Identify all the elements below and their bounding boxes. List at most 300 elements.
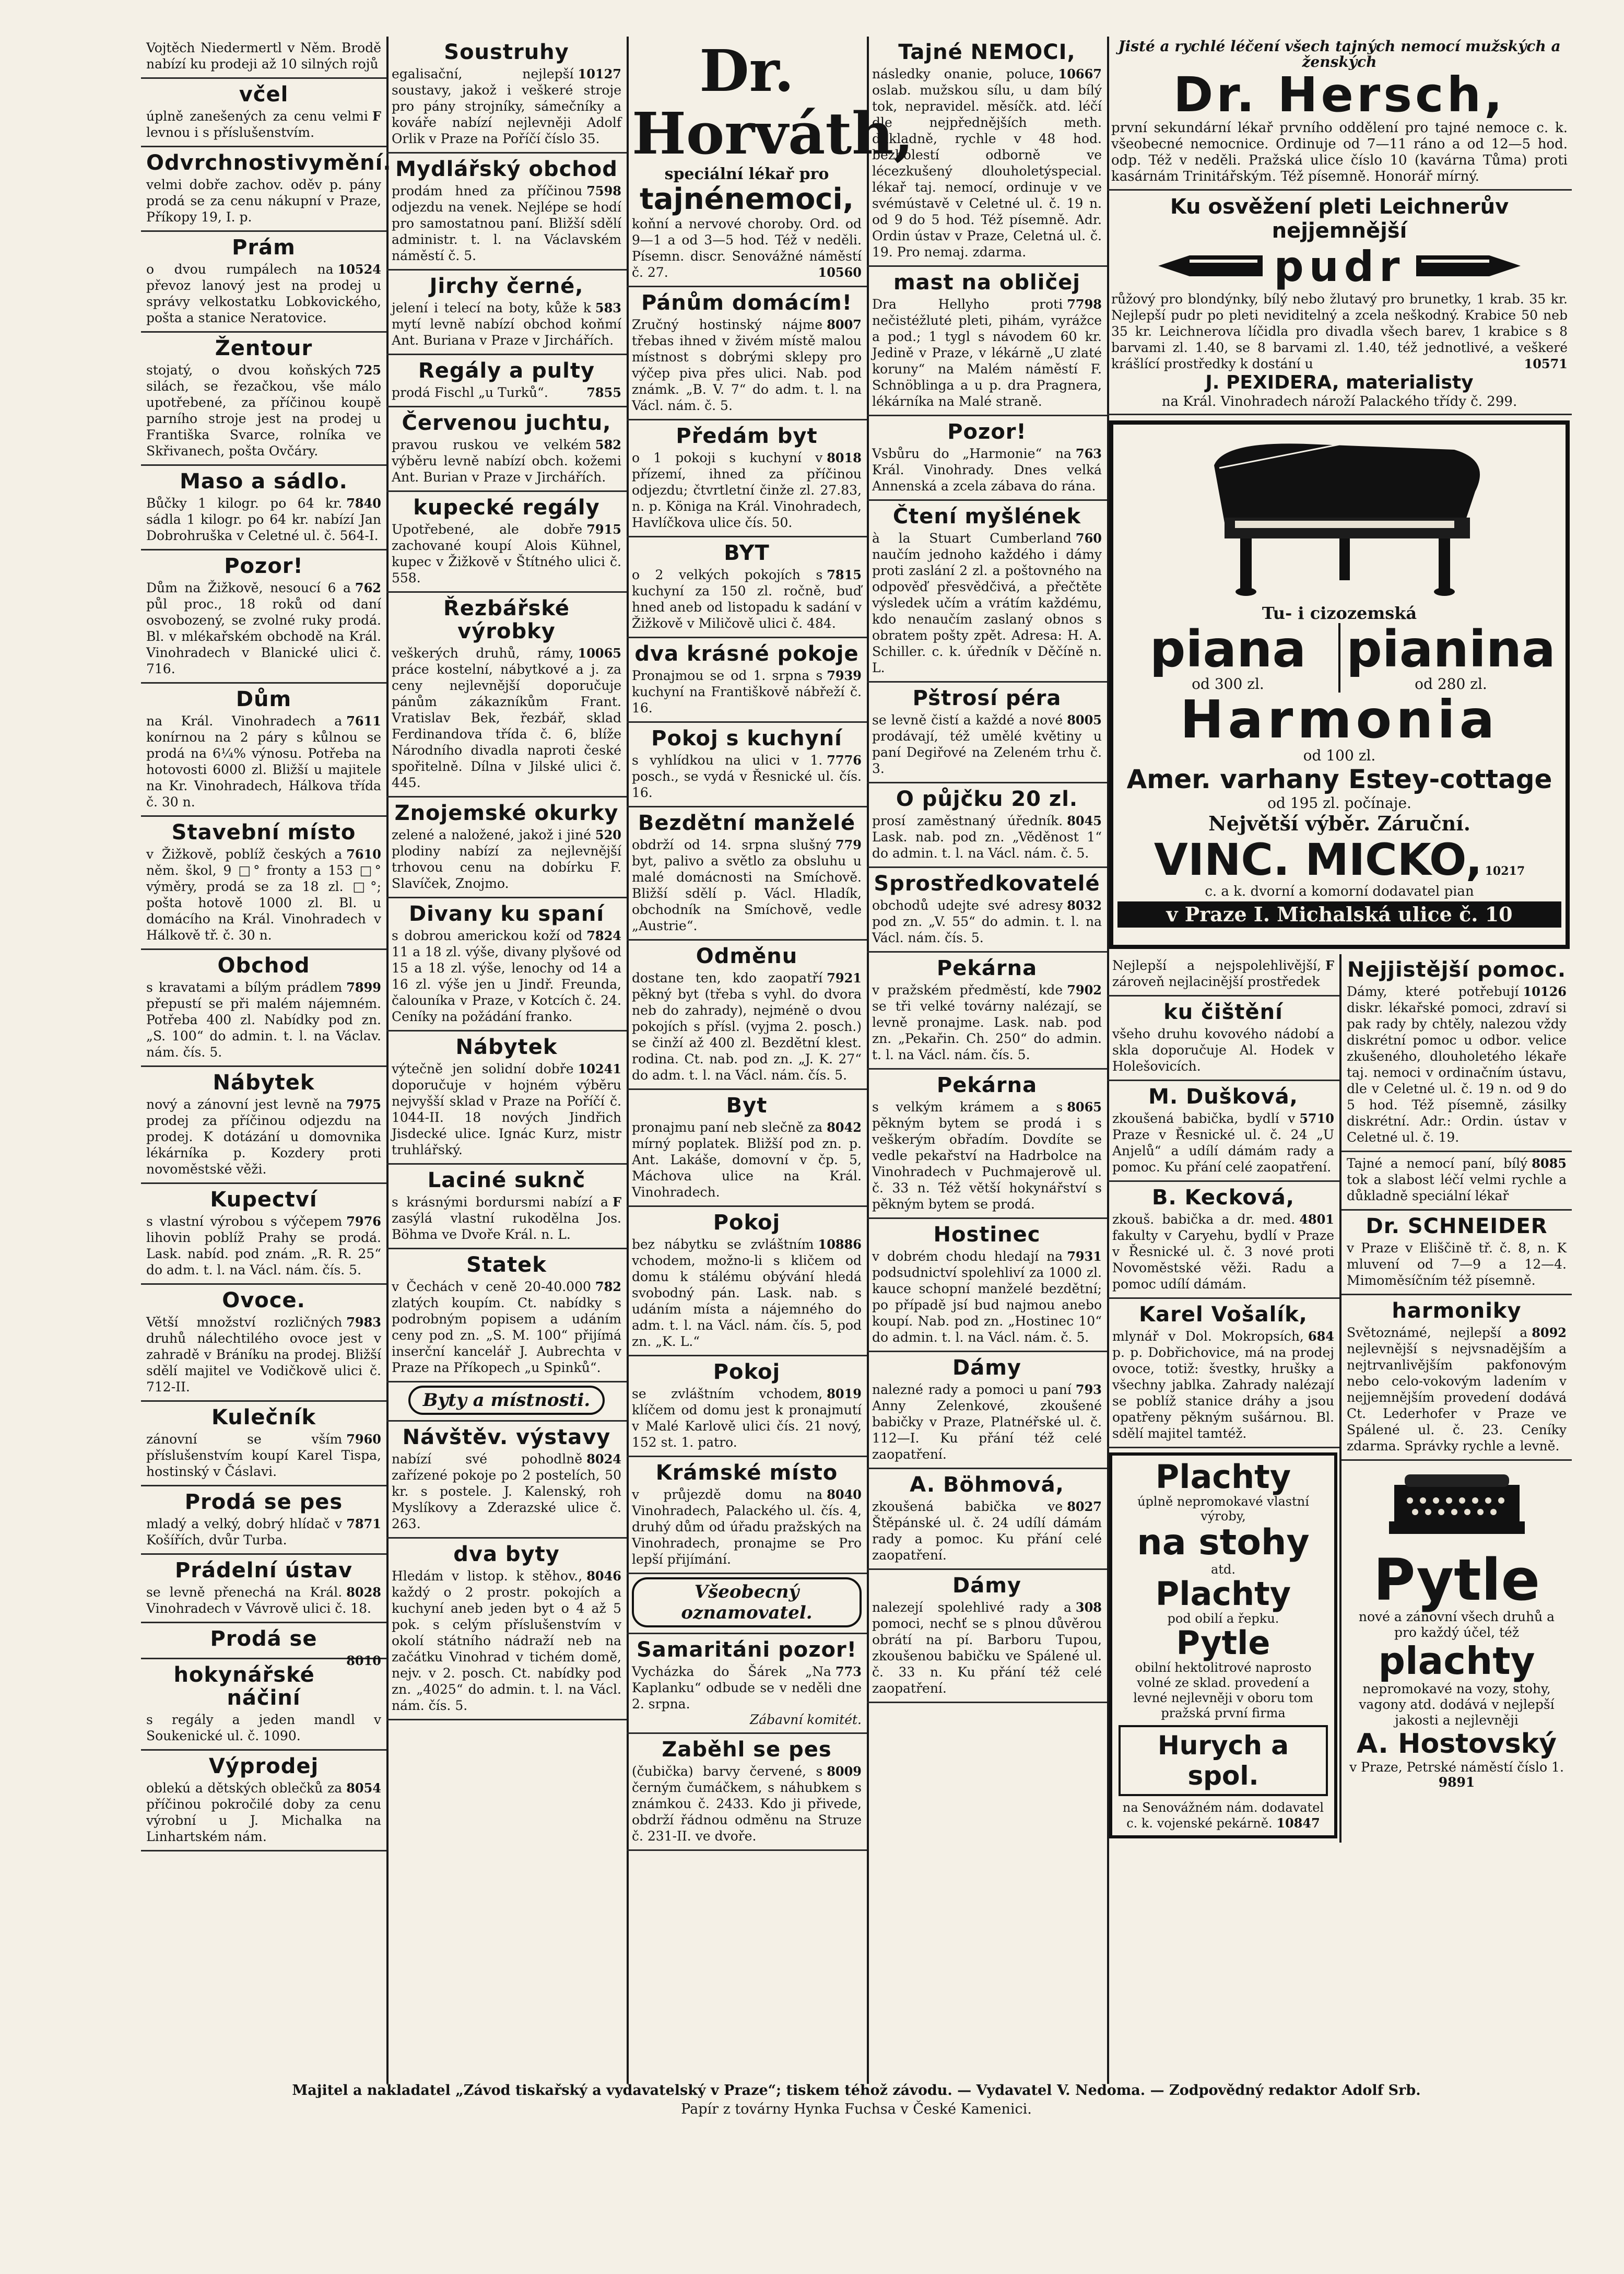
- ad-text: v dobrém chodu hledají na podsudnictví spolehliví za 1000 zl. kauce schopní manželé bezdětní; po případě jsí bud najmou anebo koupí. Nab. pod zn. „Hostinec 10“ do admin. t. l. na Václ. nám. č. 5.: [872, 1249, 1102, 1345]
- ad-text: oblekú a dětských oblečků za příčinou pokročilé doby za cenu výrobní u J. Michalka na Linhartském nám.: [146, 1780, 381, 1844]
- classified-ad: [867, 1469, 1107, 1570]
- ad-subtitle: speciální lékař pro: [664, 165, 829, 183]
- plachty-sub-2: atd.: [1211, 1562, 1235, 1577]
- classified-ad: [867, 1070, 1107, 1219]
- ad-title: Zaběhl se pes: [662, 1738, 832, 1762]
- classified-ad: [141, 1402, 386, 1486]
- ad-title: Byt: [726, 1094, 768, 1118]
- classified-ad: [386, 407, 627, 492]
- imprint-line-1: Majitel a nakladatel „Závod tiskařský a vydavatelský v Praze“; tiskem téhož závodu. — Vydavatel V. Nedoma. — Zodpovědný redaktor Adolf Srb.: [292, 2082, 1421, 2099]
- ad-number: 8032: [1067, 898, 1102, 913]
- ad-text: v Žižkově, poblíž českých a něm. škol, 9 □° fronty a 153 □° výměry, prodá se za 18 zl. □°; pošta hotově 1000 zl. Bl. u domácího na Král. Vinohradech v Hálkově tř. č. 30 n.: [146, 847, 381, 943]
- pytle-sub: nové a zánovní všech druhů a pro každý účel, též: [1358, 1609, 1555, 1640]
- ad-text: v průjezdě domu na Vinohradech, Palackého ul. čís. 4, druhý dům od úřadu pražských na Vinohradech, pronajme se Pro lepší přijímání.: [632, 1487, 862, 1567]
- ad-number: 8027: [1067, 1499, 1102, 1514]
- ad-text: Bůčky 1 kilogr. po 64 kr. sádla 1 kilogr. po 64 kr. nabízí Jan Dobrohruška v Celetné ul. č. 564-I.: [146, 496, 381, 543]
- ad-title: hokynářské náčiní: [173, 1663, 315, 1710]
- plachty-title-2: na stohy: [1137, 1522, 1310, 1563]
- classified-ad: [386, 37, 627, 154]
- ad-title: Žentour: [215, 336, 313, 360]
- ad-text: o 2 velkých pokojích s kuchyní za 150 zl. ročně, buď hned aneb od listopadu k sadání v Žižkově v Miličově ulici č. 484.: [632, 567, 862, 631]
- classified-ad: [141, 79, 386, 147]
- ad-text: zkouš. babička a dr. med. fakulty v Caryehu, bydlí v Praze v Řesnické ul. č. 3 nové proti Novoměstské věži. Radu a pomoc udílí dámám.: [1112, 1212, 1334, 1292]
- ad-title: Řezbářské výrobky: [443, 596, 570, 643]
- ad-pytle-hostovsky: [1341, 1548, 1572, 1795]
- classified-ad: [141, 1623, 386, 1668]
- ad-text: s regály a jeden mandl v Soukenické ul. č. 1090.: [146, 1712, 381, 1743]
- ad-text: à la Stuart Cumberland naučím jednoho každého i dámy proti zaslání 2 zl. a poštovného na odpověď přesvědčivá, a přečtěte výsledek učím a vrátím každému, kdo nenaučím zaslaný obnos s obratem pošty zpět. Adresa: H. A. Schiller. c. k. úředník v Děčíně n. L.: [872, 531, 1102, 675]
- ad-title: Ovoce.: [222, 1288, 305, 1312]
- ad-title: Pštrosí péra: [912, 686, 1062, 710]
- ad-text: úplně zanešených za cenu velmi levnou i s příslušenstvím.: [146, 109, 368, 140]
- ad-number: 10065: [578, 646, 621, 661]
- classified-ad: [1341, 954, 1572, 1152]
- micko-addr: v Praze I. Michalská ulice č. 10: [1117, 901, 1561, 928]
- ad-number: 8042: [827, 1120, 862, 1135]
- classified-ad: [867, 37, 1107, 267]
- ad-text: jelení i telecí na boty, kůže k mytí levně nabízí obchod koňmí Ant. Buriana v Praze v Jirchářích.: [392, 300, 621, 348]
- ad-number: 7840: [346, 496, 381, 511]
- ad-title: Čtení myšlének: [892, 505, 1081, 529]
- classified-ad: [386, 355, 627, 407]
- classified-ad: [141, 684, 386, 817]
- ad-title: Prodá se: [210, 1627, 317, 1651]
- ad-number: 779: [835, 837, 862, 852]
- classified-ad: [386, 492, 627, 593]
- classified-ad: [1107, 1081, 1339, 1182]
- plachty-addr: na Senovážném nám. dodavatel c. k. vojenské pekárně.: [1122, 1800, 1324, 1831]
- column-4: [867, 37, 1109, 2084]
- ad-subtitle-large: tajnénemoci,: [640, 182, 854, 216]
- ad-number: F: [372, 109, 381, 124]
- ad-text: velmi dobře zachov. oděv p. pány prodá se za cenu nákupní v Praze, Příkopy 19, I. p.: [146, 177, 381, 225]
- classified-ad: [867, 1570, 1107, 1703]
- ad-title: ku čištění: [1163, 1000, 1283, 1024]
- ad-title: Pánům domácím!: [641, 291, 852, 315]
- ad-number: 782: [595, 1279, 621, 1294]
- ad-title: Dr. Horváth,: [632, 37, 914, 167]
- classified-ad: [141, 232, 386, 333]
- hersch-name: Dr. Hersch,: [1173, 67, 1506, 123]
- ad-text: egalisační, nejlepší soustavy, jakož i veškeré stroje pro pány strojníky, sámečníky a kováře nabízí nejlevněji Adolf Orlik v Praze na Poříčí číslo 35.: [392, 66, 621, 146]
- ad-text: Upotřebené, ale dobře zachované koupí Alois Kühnel, kupec v Žižkově v Štítného ulici č. 558.: [392, 522, 621, 585]
- plachty-sub-5: nepromokavé na vozy, stohy, vagony atd. dodává v nejlepší jakosti a nejlevněji: [1359, 1681, 1555, 1728]
- classified-ad: [1107, 954, 1339, 997]
- ad-title: Mydlářský obchod: [395, 157, 618, 181]
- ad-text: nalezejí spolehlivé rady a pomoci, nechť se s plnou důvěrou obrátí na pí. Barboru Tupou, zkoušenou babičku ve Spálené ul. č. 33 n. Ku přání též celé zaopatření.: [872, 1600, 1102, 1696]
- ad-text: nový a zánovní jest levně na prodej za příčinou odjezdu na prodej. K dotázání u domovnika lékárníka p. Kozdery proti novoměstské věži.: [146, 1097, 381, 1177]
- classified-ad: [627, 941, 867, 1090]
- ad-number: 10241: [578, 1061, 621, 1076]
- ad-title: Pozor!: [947, 420, 1027, 444]
- classified-ad: [386, 798, 627, 898]
- ad-text: prodá Fischl „u Turků“.: [392, 385, 548, 400]
- ad-text: Nejlepší a nejspolehlivější, zároveň nejlacinější prostředek: [1112, 958, 1321, 989]
- classified-ad: [1107, 1299, 1339, 1448]
- ad-text: následky onanie, poluce, oslab. mužskou sílu, u dam bílý tok, nepravidel. měsíčk. atd. léčí dle nejpřednějších meth. důkladně, rychle v 48 hod. bezbolestí odborně ve lécezkušený dlouholetýspecial. lékař taj. nemocí, ordinuje v ve svémústavě v Celetné ul. č. 19 n. od 9 do 5 hod. Též písemně. Adr. Ordin ústav v Praze, Celetná ul. č. 19. Pro nemaj. zdarma.: [872, 66, 1102, 260]
- classified-ad: [141, 1486, 386, 1555]
- ad-text: Vojtěch Niedermertl v Něm. Brodě nabízí ku prodeji až 10 silných rojů: [146, 40, 381, 72]
- column-1: [141, 37, 392, 2084]
- classified-ad: [867, 1352, 1107, 1469]
- ad-text: zkoušená babička, bydlí v Praze v Řesnické ul. č. 24 „U Anjelů“ a udílí dámám rady a pomoc. Ku přání celé zaopatření.: [1112, 1111, 1334, 1175]
- ad-number: 10560: [818, 265, 862, 280]
- ad-number: 583: [595, 300, 621, 315]
- ad-number: 8019: [827, 1386, 862, 1401]
- ad-title: Pekárna: [936, 956, 1038, 980]
- ad-text: zánovní se vším příslušenstvím koupí Karel Tispa, hostinský v Čáslavi.: [146, 1432, 381, 1479]
- ad-number: 7598: [586, 183, 621, 198]
- newspaper-page: [141, 37, 1572, 2147]
- classified-ad: [867, 416, 1107, 501]
- ad-title: Odměnu: [696, 944, 798, 968]
- ad-number: 582: [595, 437, 621, 452]
- ad-number: 793: [1075, 1382, 1102, 1397]
- hostovsky-addr: v Praze, Petrské náměstí číslo 1.: [1349, 1760, 1564, 1775]
- ad-number: 8045: [1067, 813, 1102, 828]
- ad-text: prodám hned za příčinou odjezdu na venek. Nejlépe se hodí pro samostatnou paní. Bližší sdělí administr. t. l. na Václavském náměstí č. 5.: [392, 183, 621, 263]
- micko-court: c. a k. dvorní a komorní dodavatel pian: [1205, 884, 1474, 899]
- plachty-sub-1: úplně nepromokavé vlastní výroby,: [1137, 1494, 1309, 1523]
- typewriter-image: [1341, 1461, 1572, 1548]
- classified-ad: [141, 1285, 386, 1402]
- classified-ad: [386, 593, 627, 798]
- ad-number: 308: [1075, 1600, 1102, 1615]
- ad-text: výtečně jen solidní dobře doporučuje v hojném výběru nejvyšší sklad v Praze na Poříčí č. 1044-II. 18 nových Jindřich Jisdecké ulice. Ignác Kurz, mistr truhlářský.: [392, 1061, 621, 1157]
- ad-title: Předám byt: [676, 424, 818, 448]
- ad-text: v pražském předměstí, kde se tři velké továrny nalézají, se levně pronajme. Lask. nab. pod zn. „Pekařin. Ch. 250“ do admin. t. l. na Václ. nám. čís. 5.: [872, 982, 1102, 1062]
- ad-title: Dámy: [952, 1574, 1021, 1598]
- classified-ad: [141, 1067, 386, 1184]
- classified-ad: [867, 1219, 1107, 1352]
- classified-ad: [141, 1555, 386, 1623]
- ad-title: Návštěv. výstavy: [402, 1425, 611, 1449]
- ad-number: 5710: [1299, 1111, 1334, 1126]
- column-3: [627, 37, 914, 2084]
- plachty-title-3: Plachty: [1155, 1575, 1291, 1613]
- ad-text: obdrží od 14. srpna slušný byt, palivo a světlo za obsluhu u malé domácnosti na Smíchově. Bližší sdělí p. Václ. Hladík, obchodník na Smíchově, vedle „Austrie“.: [632, 837, 862, 933]
- classified-ad: [627, 1457, 867, 1574]
- classified-ad: [386, 1249, 627, 1382]
- classified-ad: [627, 420, 867, 537]
- classified-ad: [1341, 1152, 1572, 1211]
- ad-number: 8028: [346, 1585, 381, 1600]
- ad-title: Pokoj s kuchyní: [651, 726, 842, 751]
- ad-title: Nábytek: [455, 1035, 558, 1059]
- ad-number: 7776: [827, 753, 862, 768]
- amer-label: Amer. varhany Estey-cottage: [1126, 764, 1552, 794]
- pudr-word: pudr: [1274, 242, 1405, 291]
- ad-text: bez nábytku se zvláštním vchodem, možno-li s kličem od domu k stálému obývání hledá svobodný pán. Lask. nab. s udáním místa a nájemného do adm. t. l. na Václ. nám. čís. 5, pod zn. „K. L.“: [632, 1237, 862, 1349]
- ad-text: všeho druhu kovového nádobí a skla doporučuje Al. Hodek v Holešovicích.: [1112, 1026, 1334, 1074]
- ad-text: na Král. Vinohradech a konírnou na 2 páry s kůlnou se prodá na 6¼% výnosu. Potřeba na hotovosti 6000 zl. Bližší u majitele na Kr. Vinohradech, Hálkova třída č. 30 n.: [146, 713, 381, 810]
- ad-number: 7915: [586, 522, 621, 537]
- classified-ad: [141, 466, 386, 550]
- ad-text: s kravatami a bílým prádlem přepustí se při malém nájemném. Potřeba 400 zl. Nabídky pod zn. „S. 100“ do admin. t. l. na Václav. nám. čís. 5.: [146, 980, 381, 1060]
- ad-title: Dr. SCHNEIDER: [1366, 1214, 1548, 1238]
- ad-title: M. Dušková,: [1148, 1085, 1298, 1109]
- ad-title: Kulečník: [211, 1405, 316, 1429]
- classified-ad: [627, 1734, 867, 1851]
- ad-title: Prodá se pes: [184, 1490, 343, 1514]
- classified-ad: [627, 1090, 867, 1207]
- ad-title: B. Kecková,: [1151, 1186, 1295, 1210]
- column-2: [386, 37, 629, 2084]
- ad-dr-hersch: [1107, 37, 1572, 191]
- ad-title: Pokoj: [713, 1211, 781, 1235]
- ad-text: zkoušená babička ve Štěpánské ul. č. 24 udílí dámám rady a pomoc. Ku přání celé zaopatření.: [872, 1499, 1102, 1563]
- ad-title: Regály a pulty: [418, 359, 595, 383]
- micko-name: VINC. MICKO,: [1154, 834, 1482, 885]
- ad-title: Statek: [466, 1253, 547, 1277]
- ad-title: Dámy: [952, 1356, 1021, 1380]
- plachty-num: 10847: [1276, 1815, 1320, 1831]
- ad-title: Divany ku spaní: [408, 902, 605, 926]
- ad-number: 10886: [818, 1237, 862, 1252]
- plachty-title-5: plachty: [1378, 1639, 1535, 1683]
- pianina-price: od 280 zl.: [1415, 675, 1487, 693]
- ad-number: 7975: [346, 1097, 381, 1112]
- ad-title: Dům: [236, 687, 292, 711]
- classified-ad: [141, 37, 386, 79]
- ad-title: Červenou juchtu,: [402, 411, 611, 435]
- ad-text: Vsbůru do „Harmonie“ na Král. Vinohrady. Dnes velká Annenská a zcela zábava do rána.: [872, 446, 1102, 494]
- ad-title: Jirchy černé,: [429, 274, 584, 298]
- ad-title: harmoniky: [1392, 1299, 1522, 1323]
- ad-number: 7960: [346, 1432, 381, 1447]
- ad-number: 10667: [1058, 66, 1102, 81]
- section-heading: Byty a místnosti.: [408, 1386, 605, 1415]
- classified-ad: [627, 1207, 867, 1356]
- ad-text: Dra Hellyho proti nečistéžluté pleti, pihám, vyrážce a pod.; 1 tygl s návodem 60 kr. Jedině v Praze, v lékárně „U zlaté koruny“ na Malém náměstí F. Schnöblinga a u p. dra Pragnera, lékárníka na Malé straně.: [872, 297, 1102, 409]
- ad-number: 8005: [1067, 712, 1102, 728]
- ad-text: Světoznámé, nejlepší a nejlevnější s nejvsnadějším a nejtrvanlivějším pakfonovým nebo celo-vokovým ladením v nejjemnějším provedení dodává Ct. Lederhofer v Praze ve Spálené ul. č. 23. Ceníky zdarma. Správky rychle a levně.: [1347, 1325, 1567, 1454]
- ad-plachty-hurych: [1109, 1452, 1337, 1838]
- ad-text: (čubička) barvy červené, s černým čumáčkem, s náhubkem s známkou č. 2433. Kdo ji přivede, obdrží řádnou odměnu na Struze č. 231-II. ve dvoře.: [632, 1764, 862, 1844]
- classified-ad: [627, 723, 867, 807]
- ad-title: včel: [239, 83, 289, 107]
- amer-price: od 195 zl. počínaje.: [1267, 794, 1411, 812]
- ad-number: 7824: [586, 928, 621, 943]
- pytle-title: Pytle: [1373, 1546, 1540, 1613]
- ad-title: dva krásné pokoje: [634, 642, 859, 666]
- ad-text: Tajné a nemocí paní, bílý tok a slabost léčí velmi rychle a důkladně speciální lékař: [1347, 1156, 1567, 1203]
- ad-number: 8018: [827, 450, 862, 465]
- ad-title: O půjčku 20 zl.: [896, 787, 1078, 811]
- ad-number: 773: [835, 1664, 862, 1679]
- classified-ad: [627, 807, 867, 941]
- classified-ad: [867, 501, 1107, 683]
- classified-ad: [867, 267, 1107, 416]
- ad-title: Kupectví: [210, 1188, 317, 1212]
- classified-ad: [141, 550, 386, 684]
- classified-ad: [1107, 1182, 1339, 1299]
- harmonia-price: od 100 zl.: [1303, 747, 1376, 764]
- pudr-header: Ku osvěžení pleti Leichnerův nejjemnější: [1170, 195, 1509, 243]
- ad-number: 7983: [346, 1315, 381, 1330]
- ad-number: 7798: [1067, 297, 1102, 312]
- pudr-text: růžový pro blondýnky, bílý nebo žlutavý pro brunetky, 1 krab. 35 kr. Nejlepší pudr po pleti neviditelný a zcela neškodný. Krabice 50 neb 35 kr. Leichnerova líčidla pro divadla všech barev, 1 krabice s 8 barvami zl. 1.40, se 8 barvami zl. 1.40, též jednotlivé, a veškeré krášlící prostředky k dostání u: [1111, 291, 1568, 371]
- piana-price: od 300 zl.: [1192, 675, 1264, 693]
- classified-ad: [867, 783, 1107, 868]
- ad-text: Hledám v listop. k stěhov., každý o 2 prostr. pokojích a kuchyní aneb jeden byt o 4 až 5 pok. s celým příslušenstvím v okolí státního nádraží neb na začátku Vinohrad v tichém domě, nejv. v 2. posch. Ct. nabídky pod zn. „4025“ do admin. t. l. na Václ. nám. čís. 5.: [392, 1568, 621, 1713]
- ad-number: 684: [1308, 1329, 1334, 1344]
- ad-text: Zručný hostinský nájme třebas ihned v živém místě malou místnost s dobrými sklepy pro výčep piva přes ulici. Nab. pod známk. „B. V. 7“ do adm. t. l. na Václ. nám. č. 5.: [632, 317, 862, 413]
- classified-ad: [386, 1031, 627, 1165]
- classified-ad: [386, 1422, 627, 1539]
- ad-text: stojatý, o dvou koňských silách, se řezačkou, vše málo upotřebené, za příčinou koupě parního stroje jest na prodej u Františka Svarce, rolníka ve Skřivanech, pošta Ovčáry.: [146, 362, 381, 459]
- plachty-firm: Hurych a spol.: [1119, 1725, 1328, 1796]
- ad-title: A. Böhmová,: [910, 1473, 1064, 1497]
- classified-ad: [386, 1382, 627, 1422]
- ad-text: s vlastní výrobou s výčepem lihovin poblíž Prahy se prodá. Lask. nabíd. pod znám. „R. R. 25“ do adm. t. l. na Václ. nám. čís. 5.: [146, 1214, 381, 1277]
- pointing-hand-left-icon: [1158, 251, 1268, 283]
- classified-ad: [141, 817, 386, 950]
- classified-ad: [386, 1539, 627, 1720]
- ad-number: 10524: [337, 262, 381, 277]
- ad-number: 8065: [1067, 1099, 1102, 1115]
- ad-title: Nábytek: [213, 1071, 315, 1095]
- classified-ad: [386, 271, 627, 355]
- ad-title: dva byty: [453, 1542, 560, 1566]
- ad-text: Dům na Žižkově, nesoucí 6 a půl proc., 18 roků od daní osvobozený, se zvolné ruky prodá. Bl. v mlékařském obchodě na Král. Vinohradech v Blanické ulici č. 716.: [146, 580, 381, 676]
- ad-number: 7939: [827, 668, 862, 683]
- classified-ad: [627, 1634, 867, 1734]
- plachty-sub-3: pod obilí a řepku.: [1167, 1611, 1279, 1626]
- ad-title: Prádelní ústav: [174, 1558, 353, 1583]
- ad-text: nalezné rady a pomoci u paní Anny Zelenkové, zkoušené babičky v Praze, Platnéřské ul. č. 112—I. Ku přání též celé zaopatření.: [872, 1382, 1102, 1462]
- classified-ad: [386, 898, 627, 1031]
- ad-title: Samaritáni pozor!: [637, 1638, 857, 1662]
- classified-ad: [627, 537, 867, 638]
- plachty-sub-4: obilní hektolitrové naprosto volné ze sklad. provedení a levné nejlevněji v oboru tom pražská první firma: [1133, 1660, 1313, 1720]
- ad-text: o 1 pokoji s kuchyní v přízemí, ihned za příčinou odjezdu; čtvrtletní činže zl. 27.83, n. p. Königa na Král. Vinohradech, Havlíčkova ulice čís. 50.: [632, 450, 862, 530]
- ad-title: Sprostředkovatelé: [874, 872, 1100, 896]
- ad-number: F: [1325, 958, 1334, 973]
- ad-text: v Čechách v ceně 20-40.000 zlatých koupím. Ct. nabídky s podrobným popisem a udáním ceny pod zn. „S. M. 100“ přijímá inserční kancelář J. Aubrechta v Praze na Příkopech „u Spinků“.: [392, 1279, 621, 1375]
- ad-title: Obchod: [217, 954, 310, 978]
- ad-number: 8024: [586, 1451, 621, 1467]
- ad-title: Pekárna: [936, 1073, 1038, 1097]
- ad-number: 10127: [578, 66, 621, 81]
- ad-title: Prám: [232, 236, 296, 260]
- ad-text: s dobrou americkou koží od 11 a 18 zl. výše, divany plyšové od 15 a 18 zl. výše, lenochy od 14 a 16 zl. výše jen u Jindř. Freunda, čalouníka v Praze, v Kotcích č. 24. Ceníky na požádání franko.: [392, 928, 621, 1024]
- ad-text: s vyhlídkou na ulici v 1. posch., se vydá v Řesnické ul. čís. 16.: [632, 753, 862, 800]
- ad-text: se levně čistí a každé a nové prodávají, též umělé květiny u paní Degiřové na Zeleném trhu č. 3.: [872, 712, 1102, 776]
- imprint-footer: [141, 2081, 1572, 2119]
- plachty-title-1: Plachty: [1155, 1458, 1291, 1496]
- column-5-right: [1341, 954, 1572, 1843]
- ad-title: Maso a sádlo.: [180, 470, 348, 494]
- classified-ad: [386, 154, 627, 271]
- ad-number: 725: [355, 362, 381, 378]
- ad-title: Bezdětní manželé: [638, 811, 856, 835]
- ad-title: Výprodej: [208, 1754, 319, 1778]
- ad-pudr: [1107, 191, 1572, 415]
- classified-ad: [141, 950, 386, 1067]
- classified-ad: [627, 638, 867, 723]
- ad-number: 762: [355, 580, 381, 595]
- ad-title: Pozor!: [224, 554, 303, 578]
- ad-text: s krásnými bordursmi nabízí a zasýlá vlastní rukodělna Jos. Böhma ve Dvoře Král. n. L.: [392, 1194, 621, 1242]
- hersch-text: první sekundární lékař prvního oddělení pro tajné nemoce c. k. všeobecné nemocnice. Ordinuje od 7—11 ráno a od 12—5 hod. odp. Též v neděli. Pražská ulice číslo 10 (kavárna Tůma) proti kasárnám Trinitářským. Též písemně. Honorář mírný.: [1111, 120, 1568, 184]
- hostovsky-name: A. Hostovský: [1356, 1728, 1557, 1760]
- ad-number: 4801: [1299, 1212, 1334, 1227]
- ad-signature: Zábavní komitét.: [749, 1712, 862, 1727]
- ad-text: zelené a naložené, jakož i jiné plodiny nabízí za nejlevnější trhovou cenu na dobírku F. Slavíček, Znojmo.: [392, 827, 621, 891]
- ad-title: Pokoj: [713, 1360, 781, 1384]
- column-5-left: [1107, 954, 1341, 1843]
- ad-number: 520: [595, 827, 621, 842]
- ad-text: veškerých druhů, rámy, práce kostelní, nábytkové a j. za ceny nejlevnější doporučuje pánům zákazníkům Frant. Vratislav Bek, řezbář, sklad Ferdinandova třída č. 6, blíže Národního divadla naproti české spořitelně. Dílna v Jilské ulici č. 445.: [392, 646, 621, 790]
- ad-text: se zvláštním vchodem, klíčem od domu jest k pronajmutí v Malé Karlově ulici čís. 21 nový, 152 st. 1. patro.: [632, 1386, 862, 1450]
- hersch-header: Jisté a rychlé léčení všech tajných nemocí mužských a ženských: [1118, 38, 1561, 71]
- ad-title: Odvrchnostivymění.: [146, 151, 392, 175]
- ad-text: se levně přenechá na Král. Vinohradech v Vávrově ulici č. 18.: [146, 1585, 371, 1616]
- classified-ad: [867, 683, 1107, 783]
- ad-text: obchodů udejte své adresy pod zn. „V. 55“ do admin. t. l. na Václ. nám. čís. 5.: [872, 898, 1102, 945]
- ad-number: 7902: [1067, 982, 1102, 998]
- section-heading: Všeobecný oznamovatel.: [632, 1577, 862, 1627]
- classified-ad: [627, 1356, 867, 1457]
- ad-text: Pronajmou se od 1. srpna s kuchyní na Františkově nábřeží č. 16.: [632, 668, 862, 716]
- ad-number: 7931: [1067, 1249, 1102, 1264]
- hostovsky-num: 9891: [1438, 1775, 1475, 1790]
- classified-ad: [1341, 1211, 1572, 1295]
- classified-ad: [627, 1574, 867, 1634]
- classified-ad: [141, 1659, 386, 1751]
- ad-text: v Praze v Eliščině tř. č. 8, n. K mluvení od 7—9 a 12—4. Mimoměsíčním též písemně.: [1347, 1240, 1567, 1288]
- ad-number: 7976: [346, 1214, 381, 1229]
- ad-number: 7815: [827, 567, 862, 582]
- grand-piano-image: [1117, 429, 1561, 603]
- ad-title: Krámské místo: [655, 1461, 838, 1485]
- ad-number: F: [612, 1194, 621, 1210]
- ad-number: 763: [1075, 446, 1102, 461]
- ad-text: dostane ten, kdo zaopatří pěkný byt (třeba s vyhl. do dvora neb do zahrady), nejméně o dvou pokojích s přísl. (vyjma 2. posch.) se činží až 400 zl. Bezdětní klest. rodina. Ct. nab. pod zn. „J. K. 27“ do adm. t. l. na Václ. nám. čís. 5.: [632, 970, 862, 1083]
- ad-title: kupecké regály: [413, 496, 600, 520]
- ad-text: pronajmu paní neb slečně za mírný poplatek. Bližší pod zn. p. Ant. Lakáše, domovní v čp. 5, Máchova ulice na Král. Vinohradech.: [632, 1120, 862, 1200]
- ad-text: s velkým krámem a s pěkným bytem se prodá i s veškerým obřadím. Dovdíte se vedle pekařství na Hadrbolce na Vinohradech v Puchmajerově ul. č. 33 n. Též větší hokynářství s pěkným bytem se prodá.: [872, 1099, 1102, 1212]
- classified-ad: [627, 37, 914, 287]
- pointing-hand-right-icon: [1411, 251, 1521, 283]
- column-5: [1107, 37, 1572, 2084]
- ad-number: 7611: [346, 713, 381, 729]
- ad-number: 8040: [827, 1487, 862, 1502]
- ad-text: mlynář v Dol. Mokropsích, p. p. Dobřichovice, má na prodej ovoce, totiž: švestky, hrušky a všechny jablka. Zahrady nalézají se poblíž stanice dráhy a jsou opatřeny pěkným sušárnou. Bl. sdělí majitel tamtéž.: [1112, 1329, 1334, 1441]
- ad-text: Větší množství rozličných druhů nálechtilého ovoce jest v zahradě v Bráníku na prodej. Bližší sdělí majitel ve Vodičkově ulici č. 712-II.: [146, 1315, 381, 1394]
- ad-text: Dámy, které potřebují diskr. lékařské pomoci, zdraví si pak rady by chtěly, nalezou vždy diskrétní pomoc u odbor. velice zkušeného, dlouholetého lékaře taj. nemoci v ordinačním ústavu, dle v Celetné ul. č. 19 n. od 9 do 5 hod. Též písemně, zásilky diskrétní. Adr.: Ordin. ústav v Celetné ul. č. 19.: [1347, 984, 1567, 1145]
- ad-number: 10126: [1523, 984, 1567, 999]
- ad-number: 8046: [586, 1568, 621, 1584]
- classified-ad: [627, 287, 867, 420]
- plachty-title-4: Pytle: [1176, 1624, 1270, 1662]
- ad-number: 7921: [827, 970, 862, 986]
- micko-num: 10217: [1485, 864, 1525, 878]
- pianina-label: pianina: [1346, 620, 1556, 678]
- ad-title: Laciné suknč: [427, 1168, 586, 1192]
- classified-ad: [141, 1751, 386, 1851]
- ad-text: o dvou rumpálech na převoz lanový jest na prodej u správy velkostatku Lobkovického, pošta a stanice Neratovice.: [146, 262, 381, 325]
- ad-text: pravou ruskou ve velkém výběru levně nabízí obch. kožemi Ant. Burian v Praze v Jirchářích.: [392, 437, 621, 485]
- ad-number: 7899: [346, 980, 381, 995]
- classified-ad: [141, 1184, 386, 1285]
- ad-text: mladý a velký, dobrý hlídač v Košířích, dvůr Turba.: [146, 1516, 343, 1548]
- classified-ad: [141, 333, 386, 466]
- ad-number: 7871: [346, 1516, 381, 1531]
- classified-ad: [1341, 1295, 1572, 1461]
- harmonia-label: Harmonia: [1180, 689, 1499, 750]
